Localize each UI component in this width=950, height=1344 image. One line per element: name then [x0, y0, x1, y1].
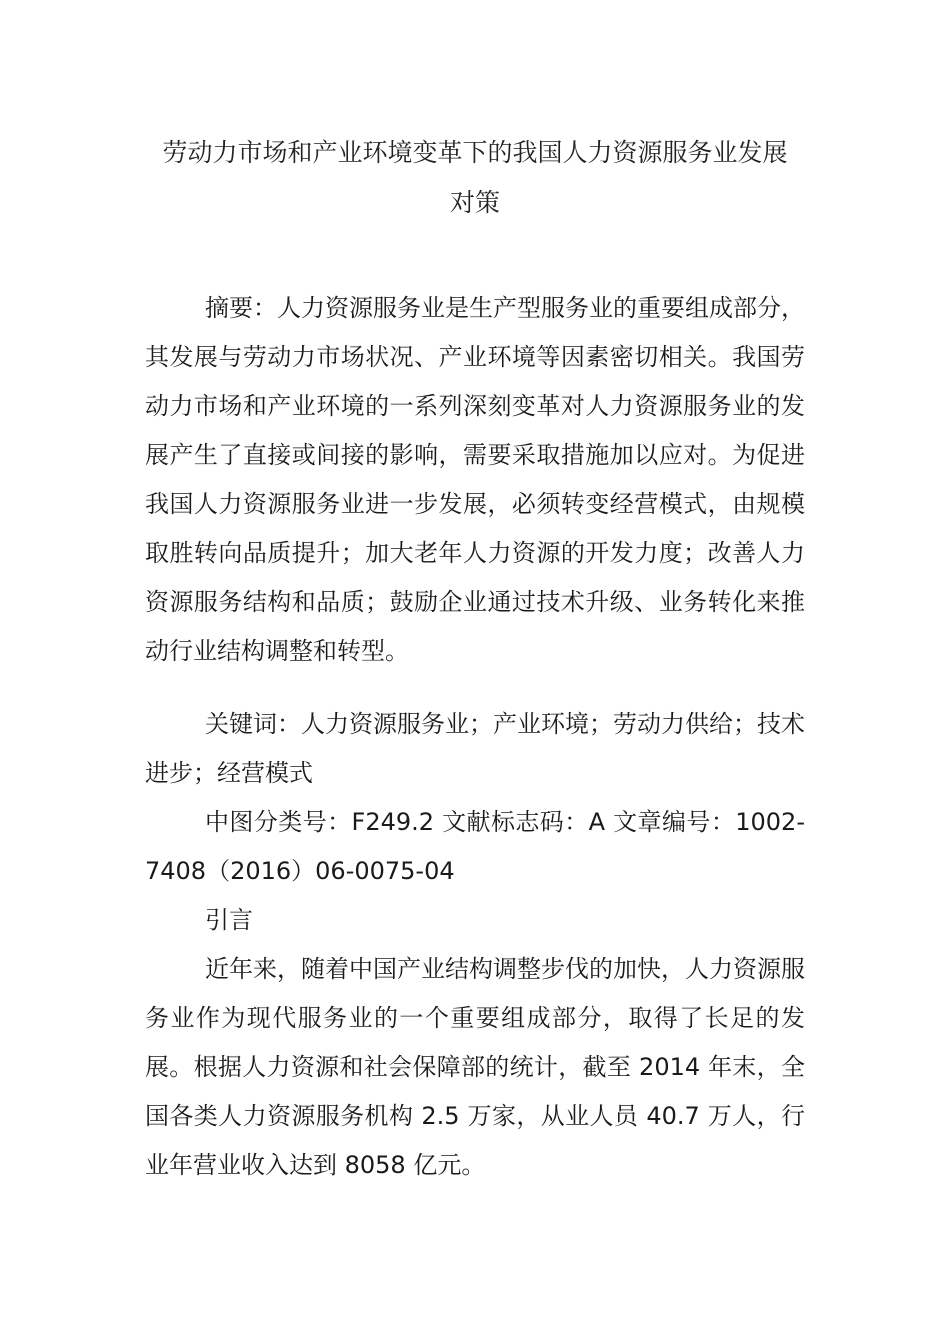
- intro-paragraph: 近年来，随着中国产业结构调整步伐的加快，人力资源服务业作为现代服务业的一个重要组成部分，取得了长足的发展。根据人力资源和社会保障部的统计，截至 2014 年末，全国各类人力资源服务机构 2.5 万家，从业人员 40.7 万人，行业年营业收入达到 8058 亿元。: [145, 955, 805, 1179]
- abstract-paragraph: 摘要：人力资源服务业是生产型服务业的重要组成部分，其发展与劳动力市场状况、产业环境等因素密切相关。我国劳动力市场和产业环境的一系列深刻变革对人力资源服务业的发展产生了直接或间接的影响，需要采取措施加以应对。为促进我国人力资源服务业进一步发展，必须转变经营模式，由规模取胜转向品质提升；加大老年人力资源的开发力度；改善人力资源服务结构和品质；鼓励企业通过技术升级、业务转化来推动行业结构调整和转型。: [145, 294, 805, 665]
- classification-paragraph: 中图分类号：F249.2 文献标志码：A 文章编号：1002-7408（2016）06-0075-04: [145, 808, 805, 885]
- intro-block: [145, 945, 805, 1190]
- keywords-block: [145, 700, 805, 798]
- intro-heading-block: [145, 896, 805, 945]
- document-title-line-2: 对策: [449, 188, 500, 217]
- classification-block: [145, 798, 805, 896]
- intro-heading: 引言: [205, 906, 253, 934]
- keywords-paragraph: 关键词：人力资源服务业；产业环境；劳动力供给；技术进步；经营模式: [145, 710, 805, 787]
- document-title-line-1: 劳动力市场和产业环境变革下的我国人力资源服务业发展: [162, 138, 788, 167]
- abstract-block: [145, 284, 805, 676]
